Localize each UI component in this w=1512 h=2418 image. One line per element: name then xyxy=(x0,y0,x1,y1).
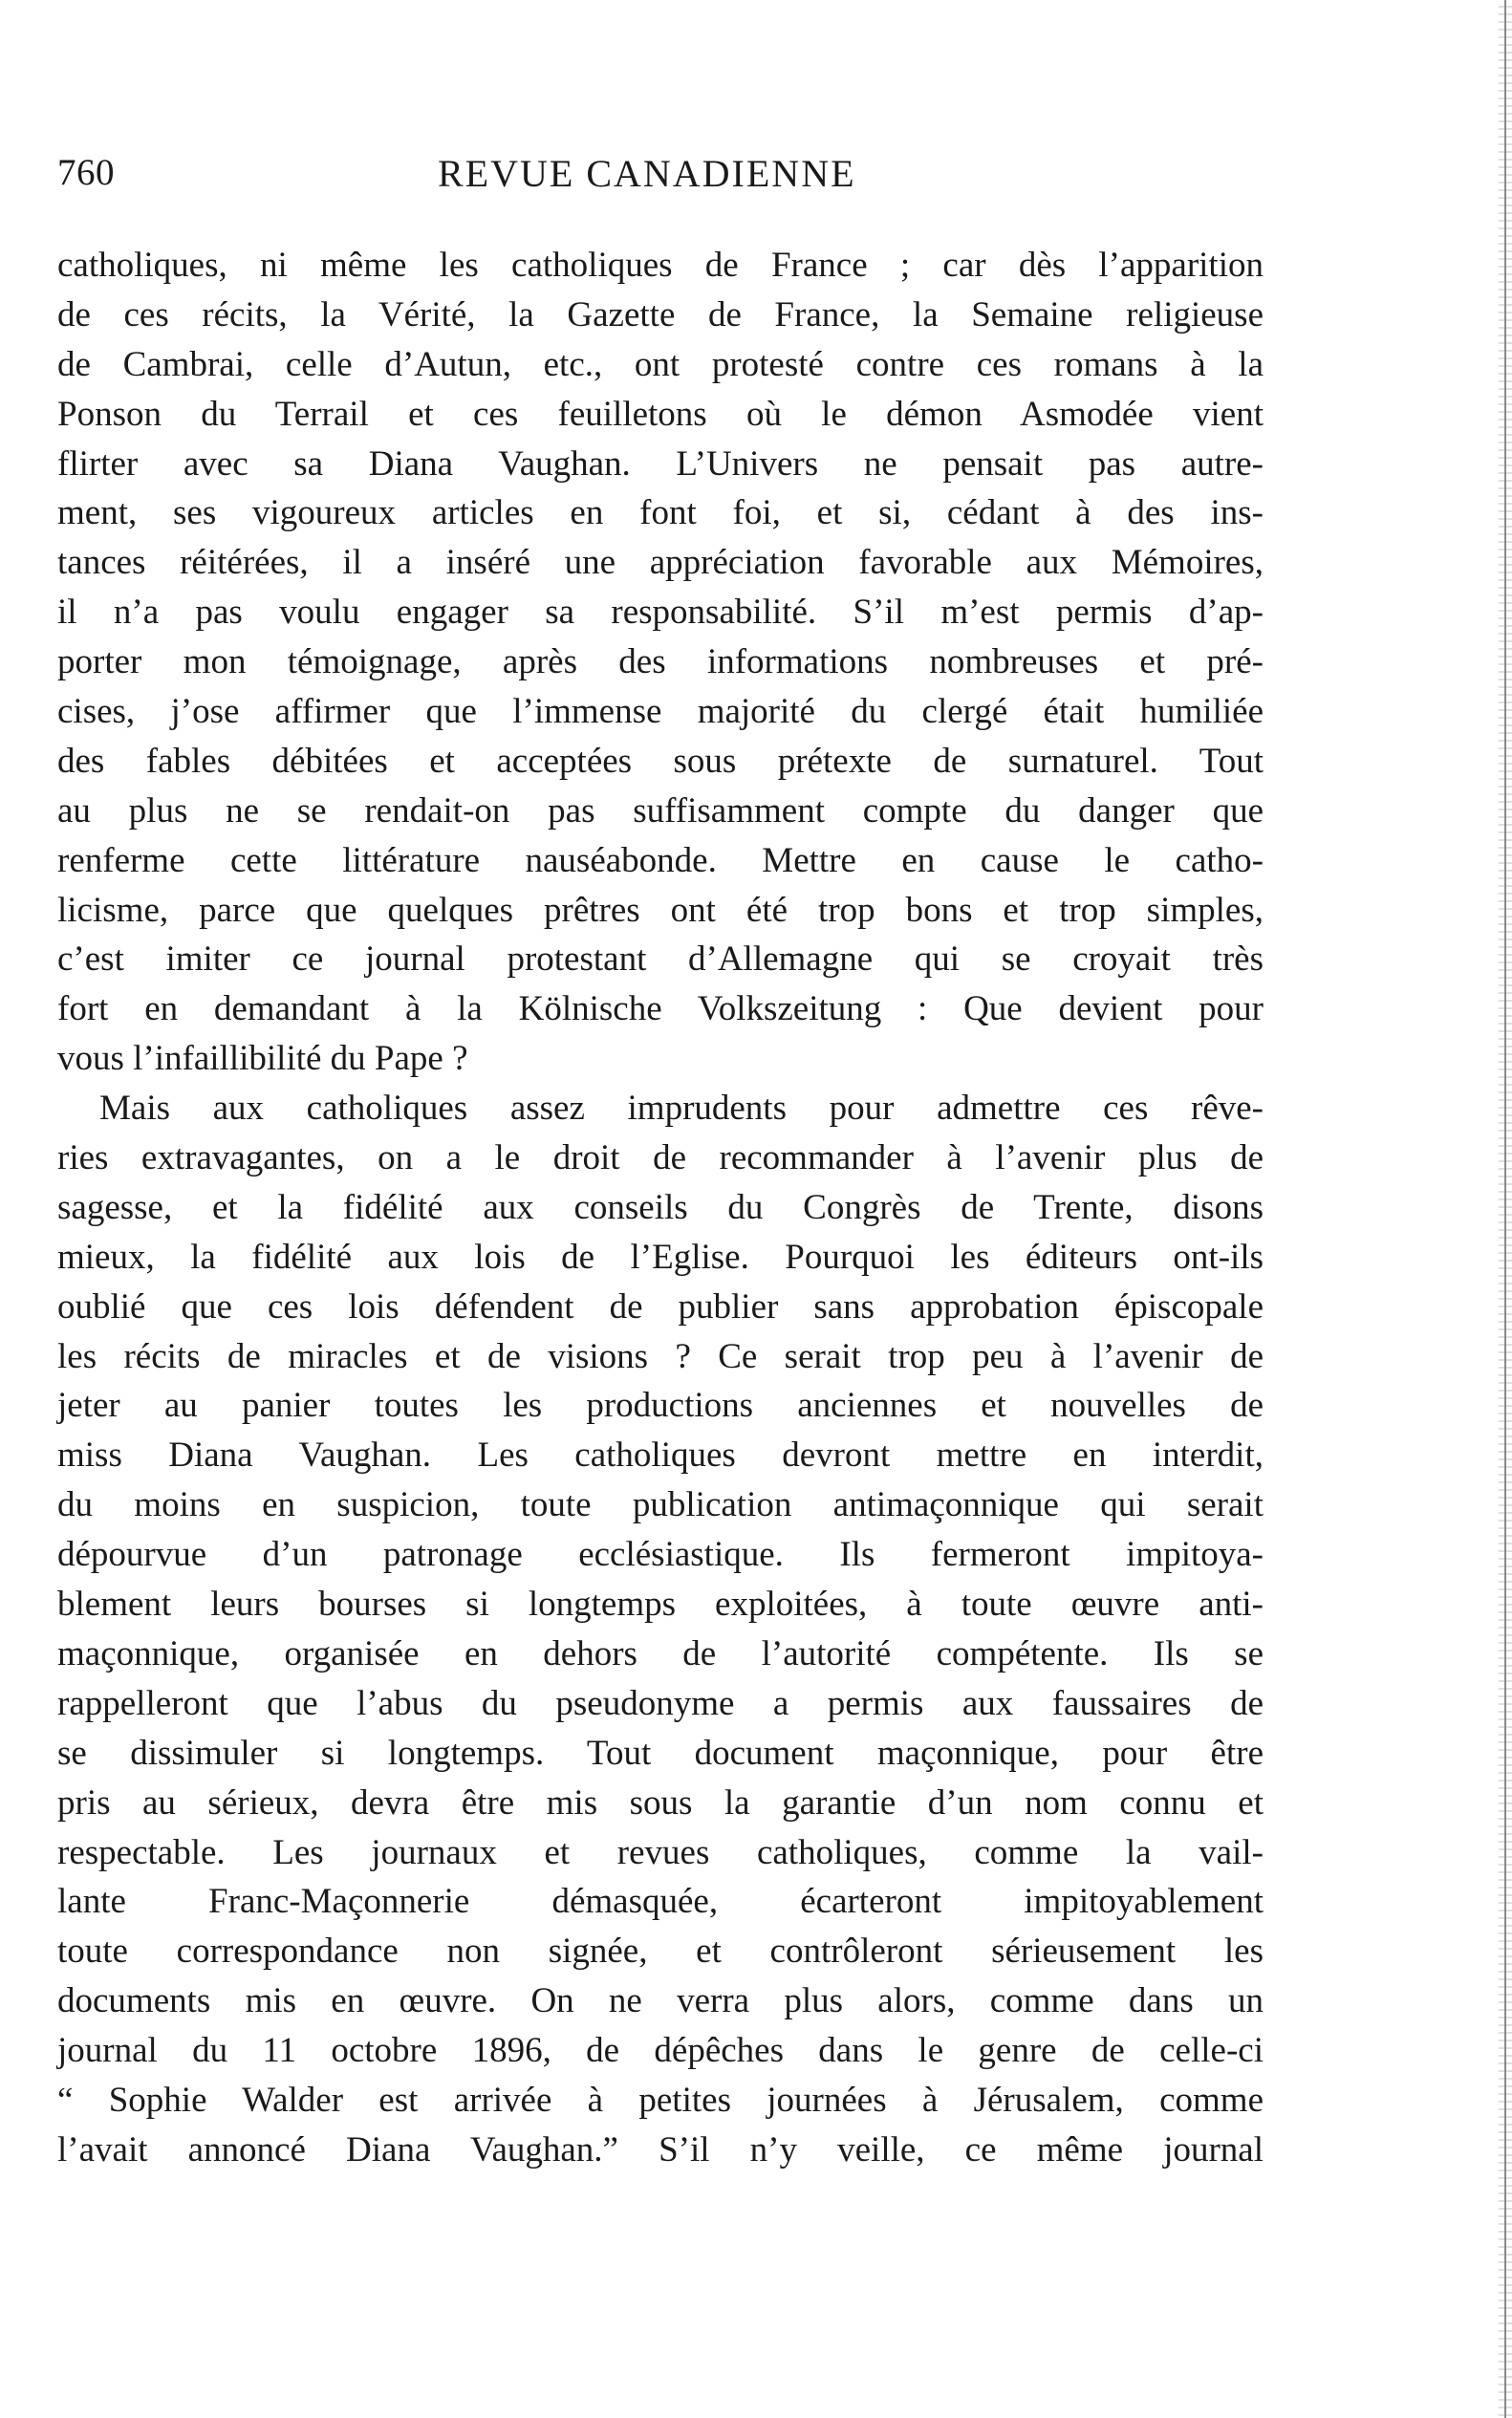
text-line: catholiques, ni même les catholiques de France ; car dès l’apparition xyxy=(57,246,1264,285)
text-line: de Cambrai, celle d’Autun, etc., ont protesté contre ces romans à la xyxy=(57,344,1264,384)
text-line: renferme cette littérature nauséabonde. Mettre en cause le catho- xyxy=(57,840,1264,880)
text-line: dépourvue d’un patronage ecclésiastique. Ils fermeront impitoya- xyxy=(57,1535,1264,1575)
text-line: porter mon témoignage, après des informations nombreuses et pré- xyxy=(57,642,1264,682)
text-line: flirter avec sa Diana Vaughan. L’Univers ne pensait pas autre- xyxy=(57,443,1264,484)
text-line: pris au sérieux, devra être mis sous la garantie d’un nom connu et xyxy=(57,1782,1264,1823)
text-line: rappelleront que l’abus du pseudonyme a permis aux faussaires de xyxy=(57,1683,1264,1723)
text-line: Mais aux catholiques assez imprudents pour admettre ces rêve- xyxy=(99,1089,1264,1129)
text-line: tances réitérées, il a inséré une appréciation favorable aux Mémoires, xyxy=(57,543,1264,583)
body-text xyxy=(57,241,1264,2175)
text-line: journal du 11 octobre 1896, de dépêches dans le genre de celle-ci xyxy=(57,2031,1264,2071)
text-line: les récits de miracles et de visions ? Ce serait trop peu à l’avenir de xyxy=(57,1336,1264,1376)
text-line: mieux, la fidélité aux lois de l’Eglise. Pourquoi les éditeurs ont-ils xyxy=(57,1237,1264,1277)
text-line: miss Diana Vaughan. Les catholiques devront mettre en interdit, xyxy=(57,1436,1264,1476)
text-line: c’est imiter ce journal protestant d’Allemagne qui se croyait très xyxy=(57,939,1264,980)
text-line: Ponson du Terrail et ces feuilletons où le démon Asmodée vient xyxy=(57,394,1264,434)
text-line: cises, j’ose affirmer que l’immense majorité du clergé était humiliée xyxy=(57,692,1264,732)
text-line: toute correspondance non signée, et contrôleront sérieusement les xyxy=(57,1932,1264,1972)
text-line: au plus ne se rendait-on pas suffisamment compte du danger que xyxy=(57,790,1264,831)
text-line: documents mis en œuvre. On ne verra plus alors, comme dans un xyxy=(57,1981,1264,2021)
text-line: ment, ses vigoureux articles en font foi, et si, cédant à des ins- xyxy=(57,493,1264,533)
text-line: licisme, parce que quelques prêtres ont été trop bons et trop simples, xyxy=(57,890,1264,930)
page-header xyxy=(57,151,1262,208)
page-number: 760 xyxy=(57,152,115,193)
text-line: des fables débitées et acceptées sous prétexte de surnaturel. Tout xyxy=(57,741,1264,781)
text-line: il n’a pas voulu engager sa responsabilité. S’il m’est permis d’ap- xyxy=(57,593,1264,633)
text-line: lante Franc-Maçonnerie démasquée, écarteront impitoyablement xyxy=(57,1882,1264,1922)
scan-edge-line xyxy=(1504,0,1506,2418)
text-line: du moins en suspicion, toute publication antimaçonnique qui serait xyxy=(57,1485,1264,1525)
text-line: vous l’infaillibilité du Pape ? xyxy=(57,1039,468,1079)
text-line: fort en demandant à la Kölnische Volkszeitung : Que devient pour xyxy=(57,989,1264,1029)
text-line: blement leurs bourses si longtemps exploitées, à toute œuvre anti- xyxy=(57,1585,1264,1625)
text-line: “ Sophie Walder est arrivée à petites journées à Jérusalem, comme xyxy=(57,2080,1264,2120)
text-line: respectable. Les journaux et revues catholiques, comme la vail- xyxy=(57,1832,1264,1872)
text-line: maçonnique, organisée en dehors de l’autorité compétente. Ils se xyxy=(57,1633,1264,1673)
text-line: se dissimuler si longtemps. Tout document maçonnique, pour être xyxy=(57,1733,1264,1773)
text-line: de ces récits, la Vérité, la Gazette de France, la Semaine religieuse xyxy=(57,294,1264,335)
text-line: jeter au panier toutes les productions anciennes et nouvelles de xyxy=(57,1386,1264,1426)
running-title: REVUE CANADIENNE xyxy=(438,152,856,195)
text-line: sagesse, et la fidélité aux conseils du Congrès de Trente, disons xyxy=(57,1187,1264,1227)
text-line: ries extravagantes, on a le droit de recommander à l’avenir plus de xyxy=(57,1138,1264,1178)
text-line: oublié que ces lois défendent de publier sans approbation épiscopale xyxy=(57,1286,1264,1327)
text-line: l’avait annoncé Diana Vaughan.” S’il n’y veille, ce même journal xyxy=(57,2129,1264,2170)
